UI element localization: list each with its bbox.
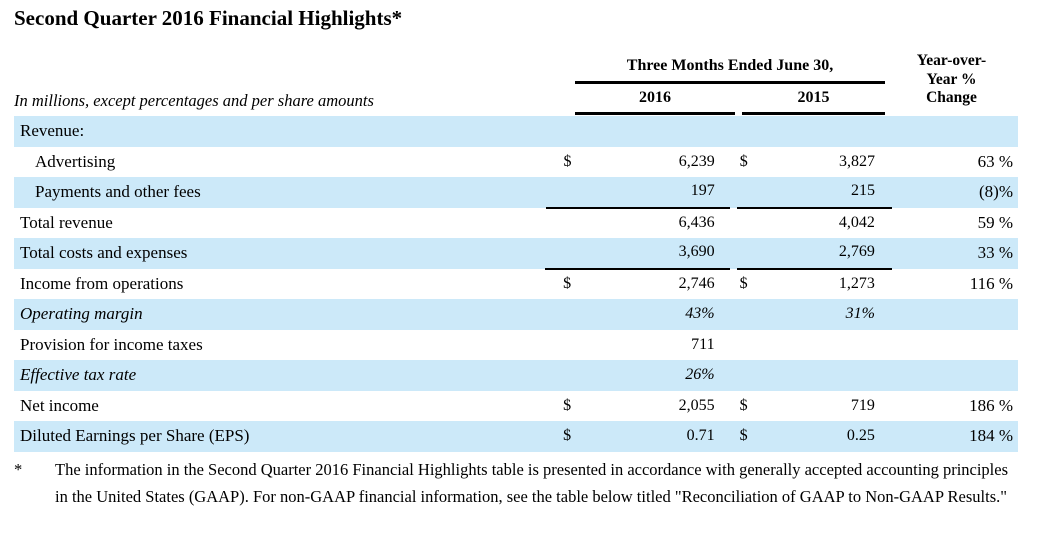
value-2015: 31% — [845, 305, 875, 323]
dollar-sign-2015: $ — [739, 396, 748, 414]
value-2016: 6,239 — [678, 152, 715, 170]
value-2015: 2,769 — [838, 243, 875, 261]
value-2016: 711 — [691, 335, 715, 353]
dollar-sign-2016: $ — [563, 427, 572, 445]
row-label: Income from operations — [20, 273, 184, 293]
yoy-header-line3: Change — [926, 89, 977, 106]
table-row — [14, 116, 1018, 147]
value-2016: 26% — [685, 366, 715, 384]
dollar-sign-2016: $ — [563, 274, 572, 292]
row-label: Operating margin — [20, 304, 143, 324]
cell-2015 — [737, 176, 892, 209]
cell-2015 — [737, 360, 892, 391]
table-row — [14, 330, 1018, 361]
value-2015: 1,273 — [838, 274, 875, 292]
row-label: Total revenue — [20, 212, 113, 232]
value-2016: 6,436 — [678, 213, 715, 231]
row-label: Provision for income taxes — [20, 334, 203, 354]
units-note: In millions, except percentages and per share amounts — [14, 91, 374, 110]
value-2016: 3,690 — [678, 243, 715, 261]
yoy-value: 186 % — [969, 395, 1014, 415]
value-2015: 4,042 — [838, 213, 875, 231]
row-label: Payments and other fees — [35, 182, 201, 202]
value-2015: 3,827 — [838, 152, 875, 170]
cell-2015 — [737, 269, 892, 300]
cell-2015 — [737, 421, 892, 452]
cell-2015 — [737, 237, 892, 270]
dollar-sign-2016: $ — [563, 396, 572, 414]
cell-2016 — [545, 299, 729, 330]
yoy-value: 116 % — [969, 273, 1014, 293]
column-rule-2016 — [575, 112, 735, 115]
cell-2016 — [546, 147, 730, 178]
value-2016: 2,055 — [678, 396, 715, 414]
cell-2016 — [545, 421, 729, 452]
yoy-value — [892, 299, 1018, 330]
value-2016: 2,746 — [678, 274, 715, 292]
footnote — [14, 457, 1016, 510]
cell-2015 — [737, 391, 892, 422]
row-label: Revenue: — [20, 121, 85, 141]
period-header-rule — [575, 81, 885, 84]
cell-2016 — [545, 330, 729, 361]
cell-2015 — [737, 147, 892, 178]
cell-2016 — [545, 269, 729, 300]
value-2016: 0.71 — [686, 427, 715, 445]
dollar-sign-2015: $ — [739, 427, 748, 445]
yoy-value: 184 % — [969, 426, 1014, 446]
cell-2016 — [546, 176, 730, 209]
yoy-value: (8)% — [979, 182, 1013, 202]
table-row — [14, 421, 1018, 452]
value-2015: 215 — [850, 182, 875, 200]
page-title: Second Quarter 2016 Financial Highlights* — [14, 6, 403, 30]
yoy-value: 59 % — [977, 212, 1014, 232]
cell-2015 — [737, 116, 892, 147]
column-rule-2015 — [742, 112, 885, 115]
value-2015: 0.25 — [846, 427, 875, 445]
column-header-2016: 2016 — [639, 89, 671, 106]
yoy-value: 33 % — [977, 243, 1014, 263]
footnote-marker: * — [14, 460, 23, 479]
cell-2016 — [545, 237, 729, 270]
value-2016: 197 — [690, 182, 715, 200]
cell-2016 — [545, 391, 729, 422]
yoy-value: 63 % — [977, 151, 1013, 171]
table-row — [14, 269, 1018, 300]
table-row — [14, 299, 1018, 330]
table-row — [14, 208, 1018, 239]
dollar-sign-2016: $ — [563, 152, 572, 170]
table-row — [14, 238, 1018, 269]
yoy-column-header — [885, 52, 1018, 108]
dollar-sign-2015: $ — [739, 274, 748, 292]
value-2016: 43% — [685, 305, 715, 323]
period-header: Three Months Ended June 30, — [626, 57, 834, 74]
table-row — [14, 391, 1018, 422]
yoy-value — [892, 360, 1018, 391]
yoy-value — [892, 116, 1018, 147]
row-label: Effective tax rate — [20, 365, 137, 385]
table-row — [14, 360, 1018, 391]
yoy-value — [892, 330, 1018, 361]
cell-2015 — [737, 330, 892, 361]
cell-2016 — [545, 116, 729, 147]
cell-2016 — [545, 208, 729, 239]
footnote-text: The information in the Second Quarter 2016 Financial Highlights table is presented in accordance with generally accepted accounting principles in the United States (GAAP). For non-GAAP financial information, see the table below titled "Reconciliation of GAAP to Non-GAAP Results." — [55, 460, 1009, 506]
row-label: Total costs and expenses — [20, 243, 188, 263]
row-label: Net income — [20, 395, 99, 415]
table-row — [14, 177, 1018, 208]
yoy-header-line2: Year % — [926, 70, 977, 88]
cell-2016 — [545, 360, 729, 391]
column-header-2015: 2015 — [797, 89, 830, 106]
dollar-sign-2015: $ — [739, 152, 748, 170]
table-row — [14, 147, 1018, 178]
cell-2015 — [737, 208, 892, 239]
row-label: Advertising — [35, 151, 116, 171]
cell-2015 — [737, 299, 892, 330]
yoy-header-line1: Year-over- — [916, 52, 987, 69]
table-body — [14, 116, 1018, 452]
row-label: Diluted Earnings per Share (EPS) — [20, 426, 250, 446]
value-2015: 719 — [850, 396, 875, 414]
